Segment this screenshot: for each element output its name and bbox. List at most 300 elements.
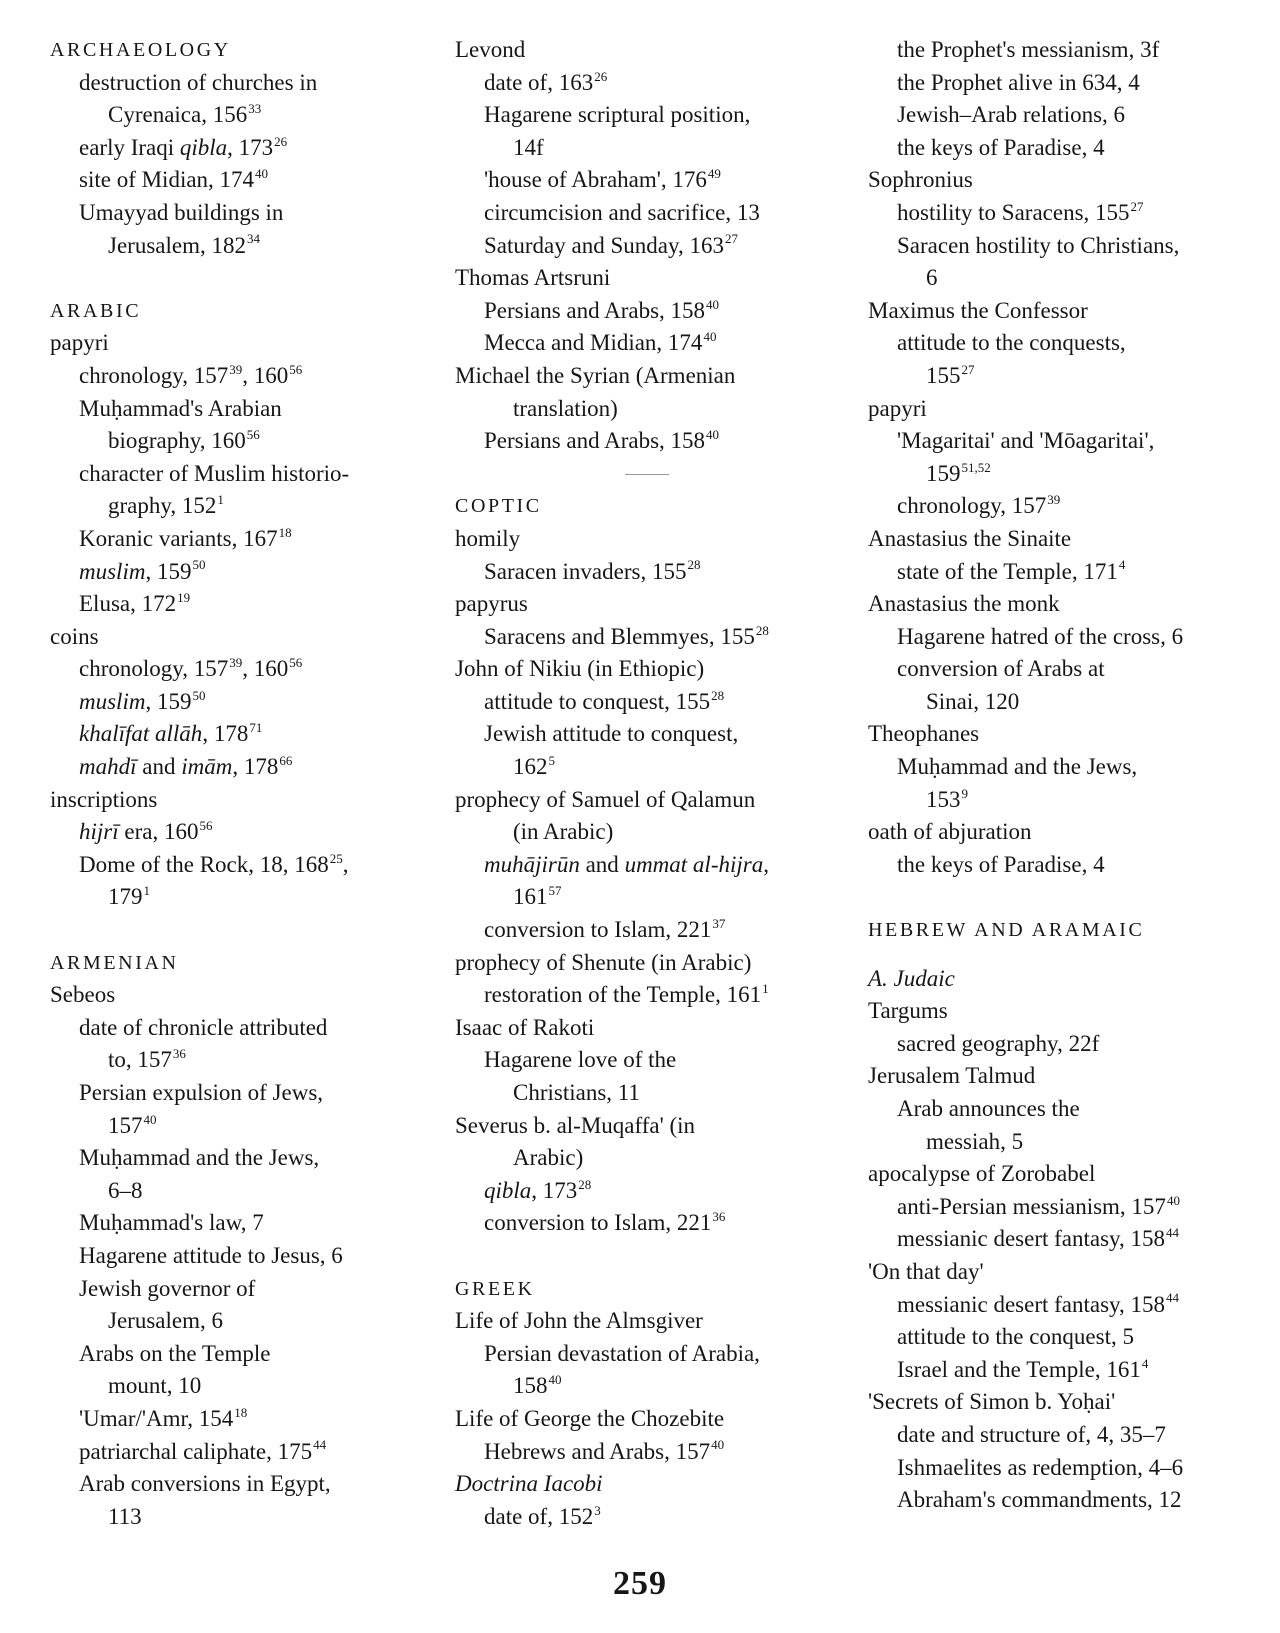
index-entry: [455, 34, 855, 67]
index-subentry: [50, 653, 428, 686]
entry-text: 'Umar/'Amr, 154: [79, 1405, 234, 1431]
entry-text: , 173: [531, 1177, 578, 1203]
entry-text: Hagarene hatred of the cross, 6: [897, 623, 1184, 649]
note-number: 33: [248, 101, 262, 117]
entry-text: Hagarene love of the: [484, 1047, 677, 1073]
index-subentry: [455, 295, 855, 328]
entry-text: Arabs on the Temple: [79, 1340, 271, 1366]
index-subentry: [868, 1354, 1268, 1387]
index-subentry: [455, 1207, 855, 1240]
note-number: 57: [548, 883, 562, 899]
index-entry: [50, 784, 428, 817]
index-subentry: [50, 1110, 428, 1143]
index-subentry: [50, 816, 428, 849]
index-subentry: [868, 327, 1268, 360]
index-subentry: [455, 1142, 855, 1175]
entry-text: early Iraqi: [79, 134, 180, 160]
entry-text: and: [136, 754, 182, 780]
entry-text: , 159: [145, 688, 192, 714]
entry-text: Levond: [455, 37, 526, 62]
index-subentry: [868, 197, 1268, 230]
index-entry: [455, 1305, 855, 1338]
index-entry: [868, 588, 1268, 621]
index-subentry: [50, 490, 428, 523]
index-subentry: [50, 1370, 428, 1403]
entry-text: Elusa, 172: [79, 591, 177, 617]
entry-text: Muḥammad's Arabian: [79, 395, 282, 421]
index-subentry: [455, 1370, 855, 1403]
index-subentry: [868, 67, 1268, 100]
index-entry: [455, 262, 855, 295]
entry-text: Sebeos: [50, 982, 116, 1008]
index-subentry: [455, 327, 855, 360]
note-number: 1: [143, 883, 150, 899]
index-subentry: [868, 1191, 1268, 1224]
entry-text: khalīfat allāh: [79, 721, 203, 747]
entry-text: 159: [926, 460, 961, 486]
entry-text: conversion to Islam, 221: [484, 917, 712, 943]
index-subentry: [50, 360, 428, 393]
index-entry: [50, 327, 428, 360]
index-subentry: [455, 718, 855, 751]
section-heading: ARCHAEOLOGY: [50, 39, 231, 61]
index-subentry: [868, 230, 1268, 263]
entry-text: messiah, 5: [926, 1128, 1024, 1154]
index-entry: [455, 947, 855, 980]
note-number: 34: [246, 231, 260, 247]
entry-text: apocalypse of Zorobabel: [868, 1161, 1096, 1187]
entry-text: , 160: [242, 656, 289, 682]
index-entry: [868, 1158, 1268, 1191]
section-heading: COPTIC: [455, 495, 542, 518]
entry-text: date of, 163: [484, 69, 594, 95]
entry-text: qibla: [179, 134, 228, 160]
entry-text: biography, 160: [108, 428, 246, 454]
entry-text: 161: [513, 884, 548, 910]
index-subentry: [868, 849, 1268, 882]
note-number: 49: [707, 166, 721, 182]
index-subentry: [50, 164, 428, 197]
entry-text: state of the Temple, 171: [897, 558, 1118, 584]
entry-text: Persians and Arabs, 158: [484, 428, 706, 454]
note-number: 40: [711, 1437, 725, 1453]
note-number: 3: [594, 1502, 601, 1518]
entry-text: ,: [763, 851, 769, 877]
note-number: 66: [279, 752, 293, 768]
entry-text: John of Nikiu (in Ethiopic): [455, 656, 705, 682]
entry-text: , 173: [227, 134, 274, 160]
section-gap: [50, 914, 428, 947]
note-number: 40: [1166, 1192, 1180, 1208]
note-number: 44: [1166, 1290, 1180, 1306]
note-number: 5: [548, 752, 555, 768]
note-number: 36: [172, 1046, 186, 1062]
index-subentry: [50, 686, 428, 719]
entry-text: Jerusalem Talmud: [868, 1063, 1036, 1089]
entry-text: attitude to the conquest, 5: [897, 1324, 1134, 1350]
entry-text: Arab announces the: [897, 1096, 1080, 1121]
entry-text: imām: [181, 754, 233, 780]
entry-text: mahdī: [79, 754, 137, 780]
entry-text: ummat al-hijra: [624, 851, 764, 877]
entry-text: Muḥammad and the Jews,: [79, 1145, 320, 1171]
entry-text: translation): [513, 395, 618, 421]
entry-text: , 178: [202, 721, 249, 747]
entry-text: papyrus: [455, 591, 528, 617]
index-subentry: [455, 1175, 855, 1208]
note-number: 39: [229, 655, 243, 671]
index-subentry: [868, 34, 1268, 67]
index-subentry: [868, 458, 1268, 491]
entry-text: oath of abjuration: [868, 819, 1032, 845]
section-heading: ARMENIAN: [50, 951, 179, 974]
section-heading: GREEK: [455, 1277, 535, 1300]
entry-text: Anastasius the monk: [868, 591, 1060, 617]
index-subentry: [455, 979, 855, 1012]
entry-text: coins: [50, 623, 99, 649]
entry-text: Severus b. al-Muqaffa' (in: [455, 1112, 696, 1138]
index-entry: [455, 1110, 855, 1143]
entry-text: (in Arabic): [513, 819, 614, 845]
index-subentry: [455, 1338, 855, 1371]
entry-text: Ishmaelites as redemption, 4–6: [897, 1454, 1184, 1480]
index-entry: [455, 360, 855, 393]
note-number: 50: [192, 557, 206, 573]
index-subentry: [868, 1289, 1268, 1322]
entry-text: messianic desert fantasy, 158: [897, 1226, 1166, 1252]
entry-text: Hagarene scriptural position,: [484, 102, 751, 128]
entry-text: to, 157: [108, 1047, 172, 1073]
index-subentry: [868, 490, 1268, 523]
index-subentry: [455, 1077, 855, 1110]
entry-text: site of Midian, 174: [79, 167, 255, 193]
note-number: 26: [274, 133, 288, 149]
note-number: 1: [762, 981, 769, 997]
index-subentry: [50, 1175, 428, 1208]
section-heading: ARABIC: [50, 299, 142, 322]
index-subentry: [50, 1044, 428, 1077]
entry-text: Jewish governor of: [79, 1275, 256, 1301]
note-number: 56: [289, 655, 303, 671]
entry-text: 6: [926, 265, 938, 291]
entry-text: circumcision and sacrifice, 13: [484, 199, 760, 225]
entry-text: attitude to conquest, 155: [484, 688, 711, 714]
entry-text: Thomas Artsruni: [455, 265, 611, 291]
note-number: 28: [687, 557, 701, 573]
entry-text: qibla: [484, 1177, 532, 1203]
entry-text: muslim: [79, 558, 146, 584]
entry-text: the keys of Paradise, 4: [897, 134, 1105, 160]
index-subentry: [455, 425, 855, 458]
index-subentry: [868, 99, 1268, 132]
index-entry: [868, 1060, 1268, 1093]
entry-text: restoration of the Temple, 161: [484, 982, 762, 1008]
section-gap: [868, 881, 1268, 914]
entry-text: Life of John the Almsgiver: [455, 1308, 703, 1334]
index-subentry: [868, 1223, 1268, 1256]
index-entry: [868, 164, 1268, 197]
entry-text: 14f: [513, 134, 544, 160]
note-number: 50: [192, 687, 206, 703]
section-gap: [868, 947, 1268, 963]
index-entry: [455, 588, 855, 621]
index-subentry: [868, 784, 1268, 817]
index-subentry: [50, 132, 428, 165]
entry-text: chronology, 157: [79, 656, 229, 682]
note-number: 39: [229, 361, 243, 377]
index-subentry: [868, 751, 1268, 784]
entry-text: anti-Persian messianism, 157: [897, 1193, 1166, 1219]
note-number: 4: [1141, 1355, 1149, 1371]
entry-text: the Prophet's messianism, 3f: [897, 37, 1160, 62]
index-subentry: [455, 1501, 855, 1534]
index-subentry: [50, 1077, 428, 1110]
entry-text: muslim: [79, 688, 146, 714]
note-number: 71: [249, 720, 263, 736]
entry-text: Life of George the Chozebite: [455, 1405, 725, 1431]
index-column-3: [868, 34, 1268, 1517]
entry-text: 155: [926, 362, 961, 388]
entry-text: Hagarene attitude to Jesus, 6: [79, 1242, 343, 1268]
entry-text: attitude to the conquests,: [897, 330, 1126, 356]
note-number: 27: [1130, 198, 1144, 214]
index-subentry: [455, 849, 855, 882]
entry-text: Persian expulsion of Jews,: [79, 1080, 324, 1105]
index-subentry: [50, 881, 428, 914]
note-number: 40: [143, 1111, 157, 1127]
index-subentry: [455, 686, 855, 719]
entry-text: Arab conversions in Egypt,: [79, 1471, 331, 1497]
note-number: 26: [594, 68, 608, 84]
entry-text: date of, 152: [484, 1503, 594, 1529]
index-entry: [868, 718, 1268, 751]
note-number: 56: [289, 361, 303, 377]
entry-text: Persian devastation of Arabia,: [484, 1340, 760, 1366]
entry-text: mount, 10: [108, 1373, 202, 1399]
entry-text: Umayyad buildings in: [79, 199, 284, 225]
index-subentry: [455, 230, 855, 263]
index-subentry: [868, 1126, 1268, 1159]
index-subentry: [50, 1436, 428, 1469]
index-subentry: [455, 99, 855, 132]
entry-text: date of chronicle attributed: [79, 1014, 328, 1040]
note-number: 36: [712, 1209, 726, 1225]
entry-text: Anastasius the Sinaite: [868, 525, 1072, 551]
entry-text: character of Muslim historio-: [79, 460, 350, 486]
note-number: 44: [1166, 1225, 1180, 1241]
index-entry: [455, 653, 855, 686]
entry-text: chronology, 157: [897, 493, 1047, 519]
index-entry: [868, 963, 1268, 996]
note-number: 40: [706, 296, 720, 312]
entry-text: chronology, 157: [79, 362, 229, 388]
note-number: 56: [199, 818, 213, 834]
note-number: 19: [177, 590, 191, 605]
index-subentry: [455, 164, 855, 197]
entry-text: 'house of Abraham', 176: [484, 167, 707, 193]
index-subentry: [50, 1403, 428, 1436]
index-subentry: [50, 458, 428, 491]
entry-text: Mecca and Midian, 174: [484, 330, 703, 356]
entry-text: 113: [108, 1503, 142, 1529]
index-subentry: [455, 1436, 855, 1469]
note-number: 40: [706, 427, 720, 443]
index-entry: [868, 295, 1268, 328]
note-number: 40: [255, 166, 269, 182]
note-number: 37: [712, 915, 726, 931]
entry-text: 'On that day': [868, 1258, 984, 1284]
index-subentry: [868, 653, 1268, 686]
entry-text: the keys of Paradise, 4: [897, 851, 1105, 877]
entry-text: Jerusalem, 182: [108, 232, 246, 258]
index-subentry: [455, 556, 855, 589]
index-subentry: [50, 1338, 428, 1371]
index-subentry: [50, 1305, 428, 1338]
index-entry: [455, 1468, 855, 1501]
index-subentry: [50, 1240, 428, 1273]
index-entry: [50, 621, 428, 654]
note-number: 40: [703, 329, 717, 345]
entry-text: Dome of the Rock, 18, 168: [79, 851, 329, 877]
index-subentry: [868, 1484, 1268, 1517]
index-subentry: [868, 1419, 1268, 1452]
index-subentry: [455, 621, 855, 654]
entry-text: era, 160: [118, 819, 199, 845]
entry-text: Cyrenaica, 156: [108, 102, 248, 128]
entry-text: Saracen invaders, 155: [484, 558, 687, 584]
note-number: 4: [1118, 557, 1126, 573]
entry-text: 179: [108, 884, 143, 910]
entry-text: date and structure of, 4, 35–7: [897, 1421, 1166, 1447]
index-subentry: [868, 686, 1268, 719]
note-number: 39: [1047, 492, 1061, 508]
note-number: 18: [234, 1404, 248, 1420]
index-column-1: [50, 34, 428, 1533]
index-subentry: [50, 849, 428, 882]
entry-text: prophecy of Shenute (in Arabic): [455, 949, 752, 975]
index-subentry: [50, 230, 428, 263]
index-entry: [868, 995, 1268, 1028]
index-entry: [868, 1386, 1268, 1419]
index-subentry: [50, 1012, 428, 1045]
index-subentry: [50, 1142, 428, 1175]
entry-text: 153: [926, 786, 961, 812]
index-subentry: [455, 67, 855, 100]
entry-text: Saracens and Blemmyes, 155: [484, 623, 755, 649]
entry-text: Hebrews and Arabs, 157: [484, 1438, 711, 1464]
index-subentry: [455, 197, 855, 230]
entry-text: Persians and Arabs, 158: [484, 297, 706, 323]
note-number: 28: [578, 1176, 592, 1192]
entry-text: Muḥammad and the Jews,: [897, 754, 1138, 780]
index-subentry: [50, 718, 428, 751]
note-number: 18: [278, 524, 292, 540]
index-subentry: [455, 1044, 855, 1077]
entry-text: Christians, 11: [513, 1080, 640, 1105]
index-entry: [50, 979, 428, 1012]
entry-text: Sinai, 120: [926, 688, 1020, 714]
note-number: 27: [724, 231, 738, 247]
index-subentry: [455, 132, 855, 165]
index-subentry: [868, 1321, 1268, 1354]
entry-text: Targums: [868, 998, 948, 1024]
entry-text: Sophronius: [868, 167, 973, 193]
entry-text: Abraham's commandments, 12: [897, 1487, 1182, 1513]
entry-text: homily: [455, 525, 521, 551]
entry-text: conversion of Arabs at: [897, 656, 1105, 682]
entry-text: sacred geography, 22f: [897, 1030, 1100, 1056]
index-subentry: [50, 523, 428, 556]
index-subentry: [50, 197, 428, 230]
index-subentry: [868, 425, 1268, 458]
entry-text: destruction of churches in: [79, 69, 318, 95]
note-number: 56: [246, 427, 260, 443]
section-gap: [455, 1240, 855, 1273]
entry-text: Maximus the Confessor: [868, 297, 1088, 323]
entry-text: 158: [513, 1373, 548, 1399]
index-subentry: [455, 816, 855, 849]
note-number: 44: [313, 1437, 327, 1453]
entry-text: 157: [108, 1112, 143, 1138]
index-entry: [868, 816, 1268, 849]
index-subentry: [455, 881, 855, 914]
entry-text: the Prophet alive in 634, 4: [897, 69, 1140, 95]
index-subentry: [868, 1028, 1268, 1061]
entry-text: Arabic): [513, 1145, 584, 1171]
entry-text: prophecy of Samuel of Qalamun: [455, 786, 756, 812]
entry-text: Israel and the Temple, 161: [897, 1356, 1141, 1382]
entry-text: hijrī: [79, 819, 119, 845]
index-entry: [455, 1012, 855, 1045]
note-number: 28: [755, 622, 769, 638]
index-subentry: [50, 67, 428, 100]
page-number: 259: [613, 1565, 667, 1602]
entry-text: Doctrina Iacobi: [455, 1471, 603, 1497]
section-heading: HEBREW AND ARAMAIC: [868, 919, 1145, 942]
entry-text: messianic desert fantasy, 158: [897, 1291, 1166, 1317]
index-entry: [455, 523, 855, 556]
index-entry: [868, 523, 1268, 556]
index-subentry: [868, 360, 1268, 393]
index-subentry: [868, 132, 1268, 165]
note-number: 51,52: [961, 459, 991, 475]
note-number: 27: [961, 361, 975, 377]
entry-text: , 178: [232, 754, 279, 780]
entry-text: hostility to Saracens, 155: [897, 199, 1130, 225]
entry-text: ,: [342, 851, 349, 877]
index-subentry: [50, 556, 428, 589]
index-subentry: [868, 621, 1268, 654]
entry-text: Theophanes: [868, 721, 980, 747]
index-subentry: [455, 914, 855, 947]
note-number: 40: [548, 1372, 562, 1388]
index-subentry: [50, 99, 428, 132]
index-subentry: [50, 1207, 428, 1240]
entry-text: Muḥammad's law, 7: [79, 1210, 264, 1236]
index-subentry: [868, 1093, 1268, 1126]
entry-text: , 160: [242, 362, 289, 388]
entry-text: Jewish attitude to conquest,: [484, 721, 739, 747]
index-entry: [455, 784, 855, 817]
index-subentry: [50, 1468, 428, 1501]
entry-text: Saturday and Sunday, 163: [484, 232, 724, 258]
index-subentry: [868, 556, 1268, 589]
entry-text: , 159: [145, 558, 192, 584]
entry-text: and: [579, 851, 625, 877]
entry-text: inscriptions: [50, 786, 158, 812]
entry-text: Koranic variants, 167: [79, 525, 278, 551]
entry-text: Michael the Syrian (Armenian: [455, 362, 736, 388]
